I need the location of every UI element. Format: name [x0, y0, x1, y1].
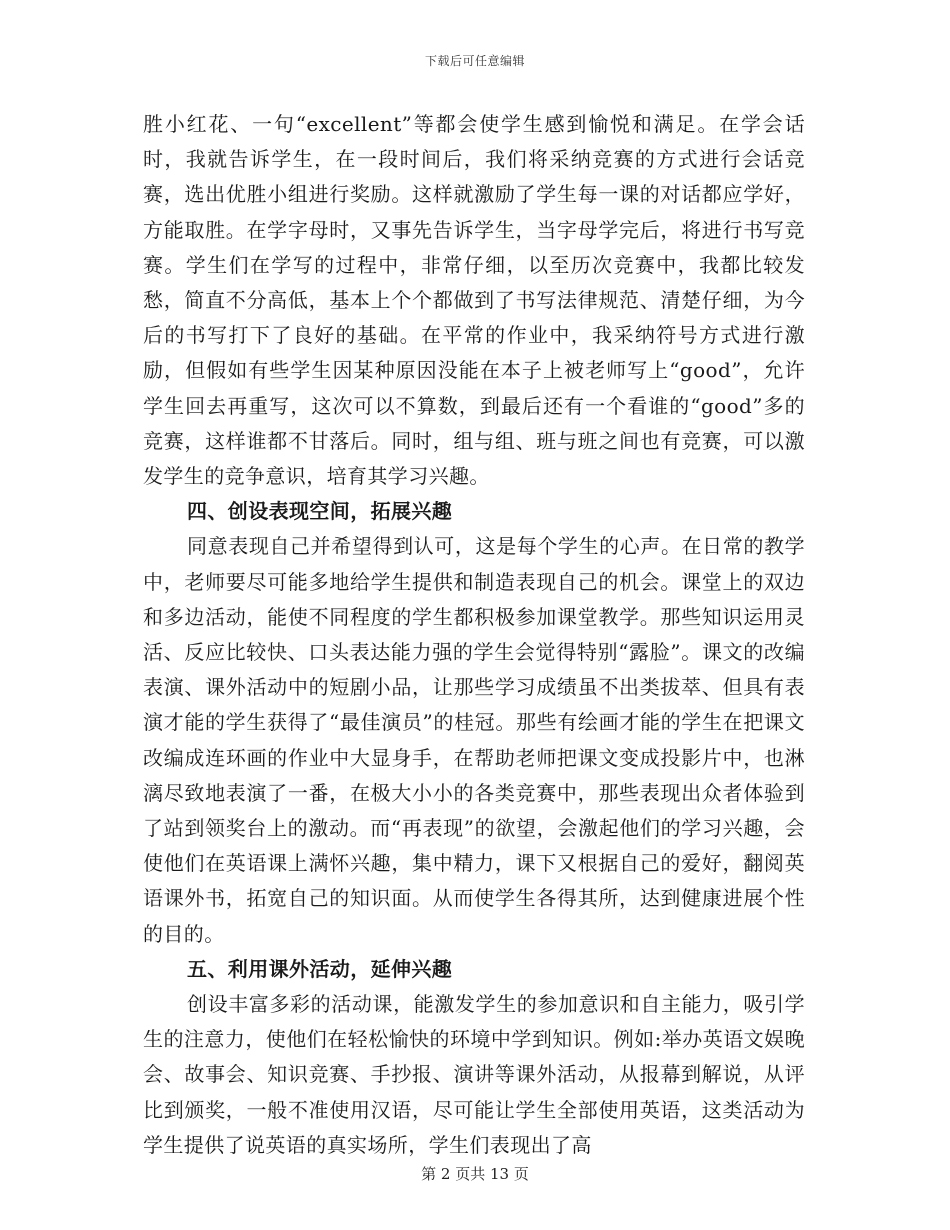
- page-number: 第 2 页共 13 页: [421, 1165, 529, 1183]
- section-heading-4: 四、创设表现空间，拓展兴趣: [187, 499, 453, 524]
- paragraph-continued: 胜小红花、一句“excellent”等都会使学生感到愉悦和满足。在学会话时，我就告诉学生，在一段时间后，我们将采纳竞赛的方式进行会话竞赛，选出优胜小组进行奖励。这样就激励了学生每一课的对话都应学好，方能取胜。在学字母时，又事先告诉学生，当字母学完后，将进行书写竞赛。学生们在学写的过程中，非常仔细，以至历次竞赛中，我都比较发愁，简直不分高低，基本上个个都做到了书写法律规范、清楚仔细，为今后的书写打下了良好的基础。在平常的作业中，我采纳符号方式进行激励，但假如有些学生因某种原因没能在本子上被老师写上“good”，允许学生回去再重写，这次可以不算数，到最后还有一个看谁的“good”多的竞赛，这样谁都不甘落后。同时，组与组、班与班之间也有竞赛，可以激发学生的竞争意识，培育其学习兴趣。: [143, 112, 805, 489]
- paragraph-section-4: 同意表现自己并希望得到认可，这是每个学生的心声。在日常的教学中，老师要尽可能多地给学生提供和制造表现自己的机会。课堂上的双边和多边活动，能使不同程度的学生都积极参加课堂教学。那些知识运用灵活、反应比较快、口头表达能力强的学生会觉得特别“露脸”。课文的改编表演、课外活动中的短剧小品，让那些学习成绩虽不出类拔萃、但具有表演才能的学生获得了“最佳演员”的桂冠。那些有绘画才能的学生在把课文改编成连环画的作业中大显身手，在帮助老师把课文变成投影片中，也淋漓尽致地表演了一番，在极大小小的各类竞赛中，那些表现出众者体验到了站到领奖台上的激动。而“再表现”的欲望，会激起他们的学习兴趣，会使他们在英语课上满怀兴趣，集中精力，课下又根据自己的爱好，翻阅英语课外书，拓宽自己的知识面。从而使学生各得其所，达到健康进展个性的目的。: [143, 534, 805, 946]
- document-body: [143, 107, 805, 1163]
- paragraph-section-5: 创设丰富多彩的活动课，能激发学生的参加意识和自主能力，吸引学生的注意力，使他们在轻松愉快的环境中学到知识。例如:举办英语文娱晚会、故事会、知识竞赛、手抄报、演讲等课外活动，从报幕到解说，从评比到颁奖，一般不准使用汉语，尽可能让学生全部使用英语，这类活动为学生提供了说英语的真实场所，学生们表现出了高: [143, 992, 805, 1157]
- page-header: 下载后可任意编辑: [424, 54, 525, 68]
- section-heading-5: 五、利用课外活动，延伸兴趣: [187, 956, 453, 981]
